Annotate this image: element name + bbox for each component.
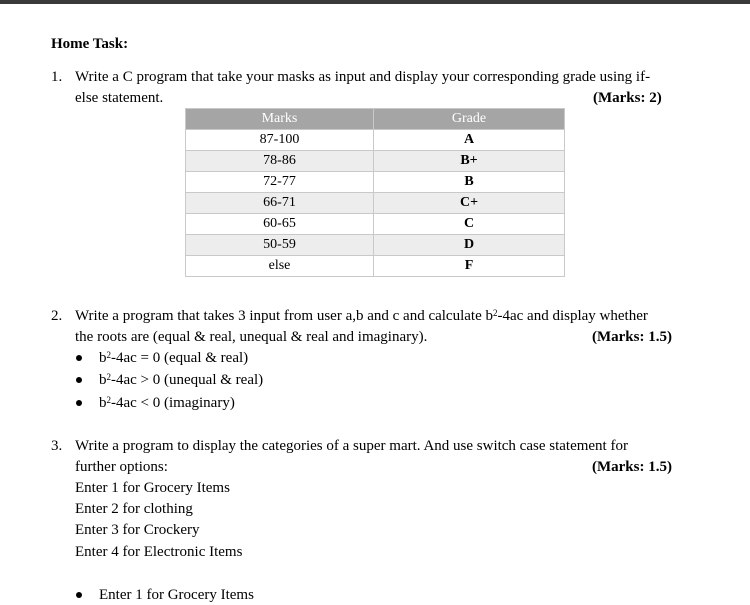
row-marks: 87-100: [186, 130, 374, 151]
bullet-icon: [76, 355, 82, 361]
task1-line2: else statement.: [75, 90, 164, 106]
task3-option: Enter 1 for Grocery Items: [75, 480, 230, 496]
bullet-pre: b: [99, 372, 107, 388]
top-border: [0, 0, 750, 4]
task3-marks: (Marks: 1.5): [592, 459, 672, 475]
task3-option: Enter 4 for Electronic Items: [75, 544, 243, 560]
bullet-post: -4ac < 0 (imaginary): [111, 395, 235, 411]
bullet-icon: [76, 377, 82, 383]
table-row: [186, 130, 565, 151]
task2-bullet: [99, 348, 248, 368]
task1-number: 1.: [51, 69, 63, 85]
row-marks: 50-59: [186, 235, 374, 256]
row-grade: D: [374, 235, 565, 256]
table-row: [186, 214, 565, 235]
task2-marks: (Marks: 1.5): [592, 329, 672, 345]
row-grade: A: [374, 130, 565, 151]
bullet-sup: 2: [106, 395, 111, 405]
task2-number: 2.: [51, 308, 63, 324]
bullet-icon: [76, 592, 82, 598]
table-row: [186, 151, 565, 172]
bullet-sup: 2: [106, 350, 111, 360]
bullet-pre: b: [99, 395, 107, 411]
row-marks: 78-86: [186, 151, 374, 172]
bullet-post: -4ac = 0 (equal & real): [111, 350, 249, 366]
task2-bullet: [99, 393, 235, 413]
row-grade: B: [374, 172, 565, 193]
grade-table: [185, 108, 565, 277]
bullet-sup: 2: [106, 372, 111, 382]
task2-line1-sup: 2: [493, 308, 498, 318]
row-grade: B+: [374, 151, 565, 172]
row-marks: 72-77: [186, 172, 374, 193]
grade-table-header: [186, 109, 565, 130]
bullet-pre: b: [99, 350, 107, 366]
task3-line1: Write a program to display the categories of a super mart. And use switch case statement for: [75, 438, 628, 454]
task1-line1: Write a C program that take your masks as input and display your corresponding grade using if-: [75, 69, 651, 85]
row-marks: 60-65: [186, 214, 374, 235]
header-grade: Grade: [374, 109, 565, 130]
page-heading: Home Task:: [51, 36, 129, 52]
table-row: [186, 256, 565, 277]
task2-bullet: [99, 370, 263, 390]
task3-number: 3.: [51, 438, 63, 454]
task2-line1: [75, 306, 648, 326]
task2-line1-post: -4ac and display whether: [497, 308, 648, 324]
header-marks: Marks: [186, 109, 374, 130]
row-marks: 66-71: [186, 193, 374, 214]
row-grade: F: [374, 256, 565, 277]
bullet-icon: [76, 400, 82, 406]
bullet-post: -4ac > 0 (unequal & real): [111, 372, 264, 388]
table-row: [186, 193, 565, 214]
row-grade: C+: [374, 193, 565, 214]
row-marks: else: [186, 256, 374, 277]
task2-line2: the roots are (equal & real, unequal & real and imaginary).: [75, 329, 428, 345]
task3-bullet: Enter 1 for Grocery Items: [99, 587, 254, 603]
row-grade: C: [374, 214, 565, 235]
task3-option: Enter 2 for clothing: [75, 501, 193, 517]
table-row: [186, 235, 565, 256]
task1-marks: (Marks: 2): [593, 90, 662, 106]
task3-line2: further options:: [75, 459, 168, 475]
table-row: [186, 172, 565, 193]
task2-line1-pre: Write a program that takes 3 input from user a,b and c and calculate b: [75, 308, 493, 324]
task3-option: Enter 3 for Crockery: [75, 522, 200, 538]
